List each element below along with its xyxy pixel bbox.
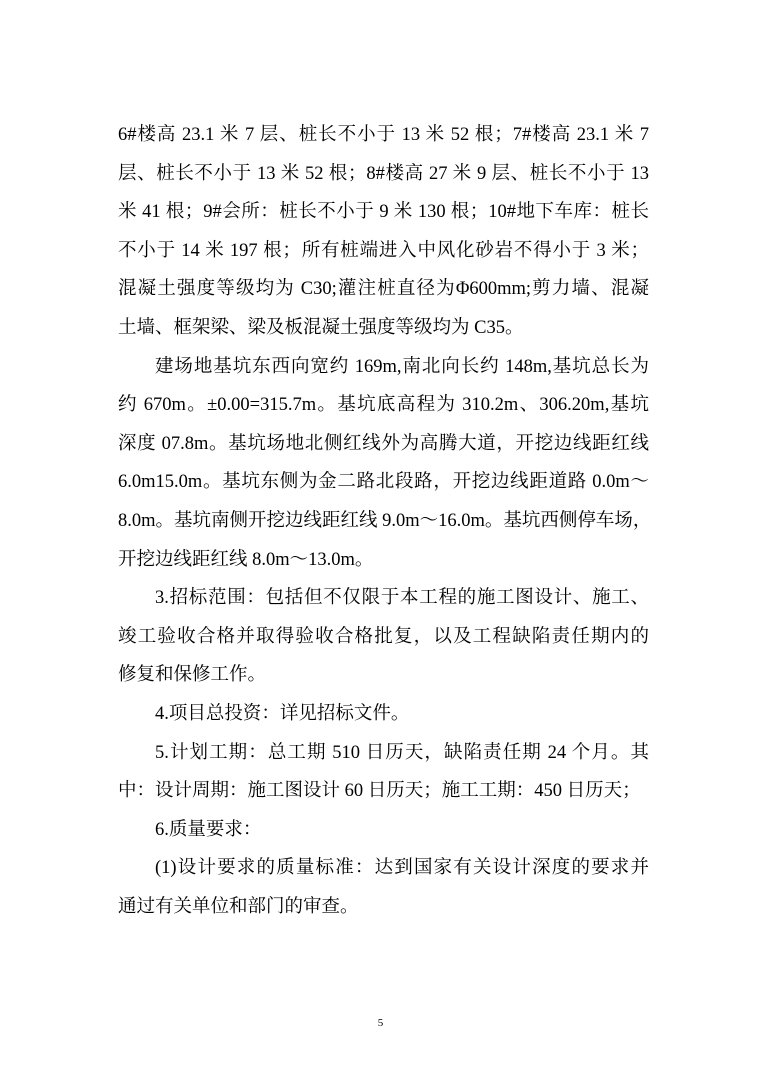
paragraph (118, 348, 652, 580)
paragraph (118, 695, 649, 734)
text-line: 开挖边线距红线 8.0m～13.0m。 (118, 549, 374, 570)
text-line: 土墙、框架梁、梁及板混凝土强度等级均为 C35。 (118, 317, 524, 338)
paragraph (118, 116, 649, 348)
paragraph (118, 811, 649, 850)
paragraph (118, 579, 649, 695)
text-line: 约 670m。±0.00=315.7m。基坑底高程为 310.2m、306.20m,基坑 (118, 395, 649, 416)
text-line: 建场地基坑东西向宽约 169m,南北向长约 148m,基坑总长为 (155, 356, 649, 377)
text-line: 修复和保修工作。 (118, 665, 267, 686)
text-line: 6.质量要求： (155, 819, 262, 840)
text-line: 中：设计周期：施工图设计 60 日历天；施工工期：450 日历天； (118, 781, 641, 802)
text-line: 3.招标范围：包括但不仅限于本工程的施工图设计、施工、 (155, 588, 649, 609)
text-line: 层、桩长不小于 13 米 52 根；8#楼高 27 米 9 层、桩长不小于 13 (118, 163, 649, 184)
text-line: 深度 07.8m。基坑场地北侧红线外为高腾大道，开挖边线距红线 (118, 433, 649, 454)
text-line: 通过有关单位和部门的审查。 (118, 896, 359, 917)
text-line: 米 41 根；9#会所：桩长不小于 9 米 130 根；10#地下车库：桩长 (118, 202, 649, 223)
text-line: 不小于 14 米 197 根；所有桩端进入中风化砂岩不得小于 3 米； (118, 240, 649, 261)
page-number: 5 (377, 1017, 384, 1029)
paragraph (118, 734, 649, 811)
text-line: 8.0m。基坑南侧开挖边线距红线 9.0m～16.0m。基坑西侧停车场， (118, 510, 652, 531)
text-line: 竣工验收合格并取得验收合格批复，以及工程缺陷责任期内的 (118, 626, 649, 647)
document-body (118, 116, 652, 926)
text-line: 6.0m15.0m。基坑东侧为金二路北段路，开挖边线距道路 0.0m～ (118, 472, 649, 493)
text-line: 6#楼高 23.1 米 7 层、桩长不小于 13 米 52 根；7#楼高 23.1 米 7 (118, 125, 649, 145)
text-line: 5.计划工期：总工期 510 日历天，缺陷责任期 24 个月。其 (155, 742, 649, 763)
text-line: 4.项目总投资：详见招标文件。 (155, 703, 410, 724)
paragraph (118, 849, 649, 926)
text-line: 混凝土强度等级均为 C30;灌注桩直径为Φ600mm;剪力墙、混凝 (118, 279, 649, 300)
text-line: (1)设计要求的质量标准：达到国家有关设计深度的要求并 (155, 858, 649, 879)
